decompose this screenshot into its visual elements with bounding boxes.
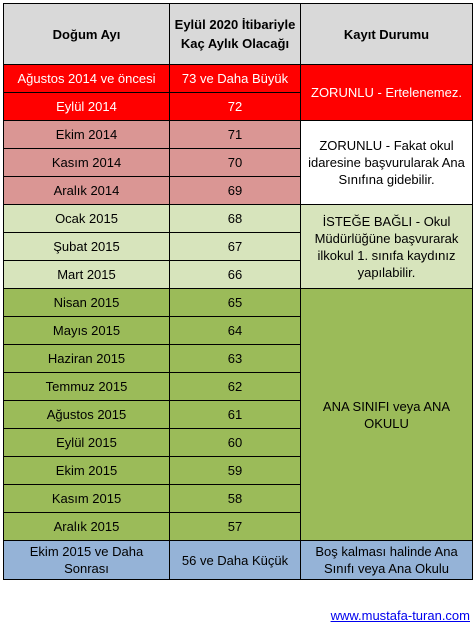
age-months-cell: 60 [170, 429, 301, 457]
status-mandatory-can-apply: ZORUNLU - Fakat okul idaresine başvurularak Ana Sınıfına gidebilir. [301, 121, 473, 205]
birth-month-cell: Eylül 2014 [4, 93, 170, 121]
birth-month-cell: Ekim 2015 [4, 457, 170, 485]
age-months-cell: 67 [170, 233, 301, 261]
age-months-cell: 57 [170, 513, 301, 541]
age-months-cell: 72 [170, 93, 301, 121]
status-optional: İSTEĞE BAĞLI - Okul Müdürlüğüne başvurarak ilkokul 1. sınıfa kaydınız yapılabilir. [301, 205, 473, 289]
birth-month-cell: Ekim 2015 ve Daha Sonrası [4, 541, 170, 580]
birth-month-cell: Ağustos 2014 ve öncesi [4, 65, 170, 93]
age-months-cell: 64 [170, 317, 301, 345]
age-months-cell: 68 [170, 205, 301, 233]
website-link[interactable]: www.mustafa-turan.com [330, 608, 470, 623]
birth-month-cell: Haziran 2015 [4, 345, 170, 373]
age-months-cell: 63 [170, 345, 301, 373]
age-months-cell: 71 [170, 121, 301, 149]
enrollment-table [3, 3, 473, 580]
age-months-cell: 66 [170, 261, 301, 289]
age-months-cell: 69 [170, 177, 301, 205]
birth-month-cell: Mayıs 2015 [4, 317, 170, 345]
table-row [4, 65, 473, 93]
age-months-cell: 62 [170, 373, 301, 401]
birth-month-cell: Aralık 2014 [4, 177, 170, 205]
header-birth-month: Doğum Ayı [4, 4, 170, 65]
table-row [4, 541, 473, 580]
table-row [4, 205, 473, 233]
status-if-left-out: Boş kalması halinde Ana Sınıfı veya Ana Okulu [301, 541, 473, 580]
age-months-cell: 59 [170, 457, 301, 485]
birth-month-cell: Şubat 2015 [4, 233, 170, 261]
header-age-months: Eylül 2020 İtibariyle Kaç Aylık Olacağı [170, 4, 301, 65]
table-row [4, 289, 473, 317]
age-months-cell: 61 [170, 401, 301, 429]
birth-month-cell: Aralık 2015 [4, 513, 170, 541]
birth-month-cell: Ağustos 2015 [4, 401, 170, 429]
age-months-cell: 65 [170, 289, 301, 317]
birth-month-cell: Eylül 2015 [4, 429, 170, 457]
birth-month-cell: Temmuz 2015 [4, 373, 170, 401]
age-months-cell: 58 [170, 485, 301, 513]
status-preschool: ANA SINIFI veya ANA OKULU [301, 289, 473, 541]
birth-month-cell: Ocak 2015 [4, 205, 170, 233]
age-months-cell: 73 ve Daha Büyük [170, 65, 301, 93]
birth-month-cell: Mart 2015 [4, 261, 170, 289]
header-row [4, 4, 473, 65]
birth-month-cell: Nisan 2015 [4, 289, 170, 317]
age-months-cell: 56 ve Daha Küçük [170, 541, 301, 580]
birth-month-cell: Kasım 2015 [4, 485, 170, 513]
age-months-cell: 70 [170, 149, 301, 177]
status-mandatory-no-postpone: ZORUNLU - Ertelenemez. [301, 65, 473, 121]
header-enrollment-status: Kayıt Durumu [301, 4, 473, 65]
birth-month-cell: Ekim 2014 [4, 121, 170, 149]
birth-month-cell: Kasım 2014 [4, 149, 170, 177]
table-row [4, 121, 473, 149]
